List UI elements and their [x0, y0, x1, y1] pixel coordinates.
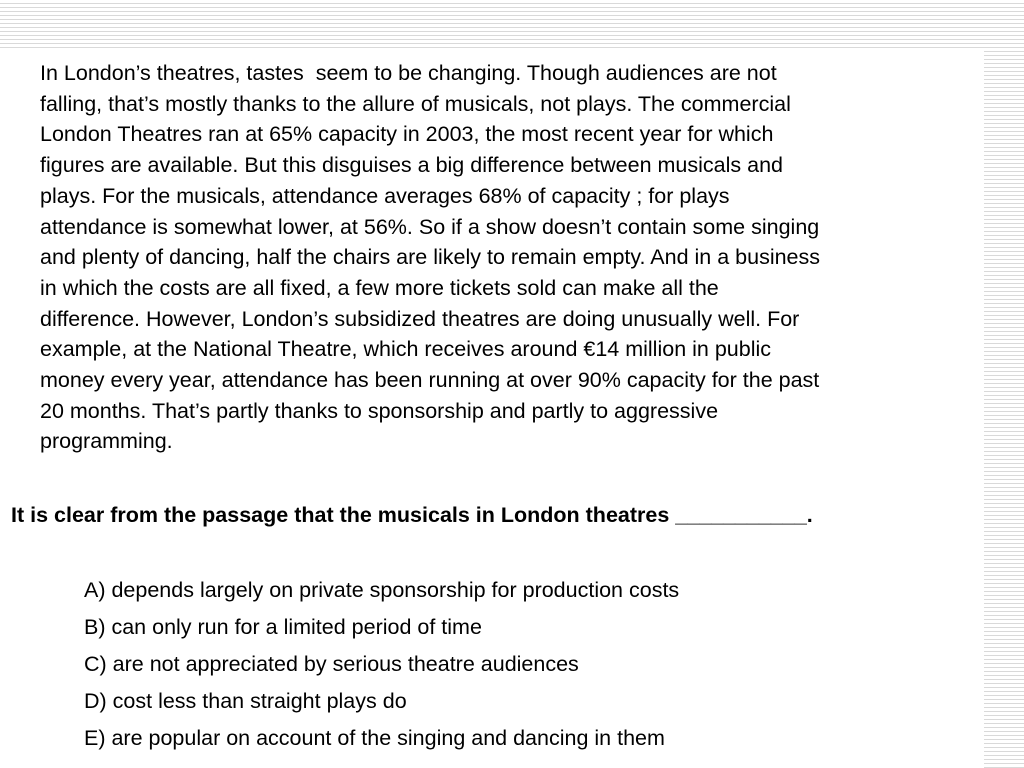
answer-option-d[interactable]: D) cost less than straight plays do [84, 689, 407, 713]
decorative-stripes-right [984, 48, 1024, 768]
answer-option-a[interactable]: A) depends largely on private sponsorship for production costs [84, 578, 680, 602]
answer-option-b[interactable]: B) can only run for a limited period of time [84, 615, 482, 639]
reading-passage: In London’s theatres, tastes seem to be changing. Though audiences are not falling, that’s mostly thanks to the allure of musicals, not plays. The commercial London Theatres ran at 65% capacity in 2003, the most recent year for which figures are available. But this disguises a big difference between musicals and plays. For the musicals, attendance averages 68% of capacity ; for plays attendance is somewhat lower, at 56%. So if a show doesn’t contain some singing and plenty of dancing, half the chairs are likely to remain empty. And in a business in which the costs are all fixed, a few more tickets sold can make all the difference. However, London’s subsidized theatres are doing unusually well. For example, at the National Theatre, which receives around €14 million in public money every year, attendance has been running at over 90% capacity for the past 20 months. That’s partly thanks to sponsorship and partly to aggressive programming. [40, 61, 821, 454]
question-prompt: It is clear from the passage that the musicals in London theatres ___________. [11, 503, 813, 527]
answer-options [84, 572, 964, 757]
decorative-stripes-top [0, 0, 1024, 48]
answer-option-c[interactable]: C) are not appreciated by serious theatre audiences [84, 652, 579, 676]
answer-option-e[interactable]: E) are popular on account of the singing and dancing in them [84, 726, 665, 750]
